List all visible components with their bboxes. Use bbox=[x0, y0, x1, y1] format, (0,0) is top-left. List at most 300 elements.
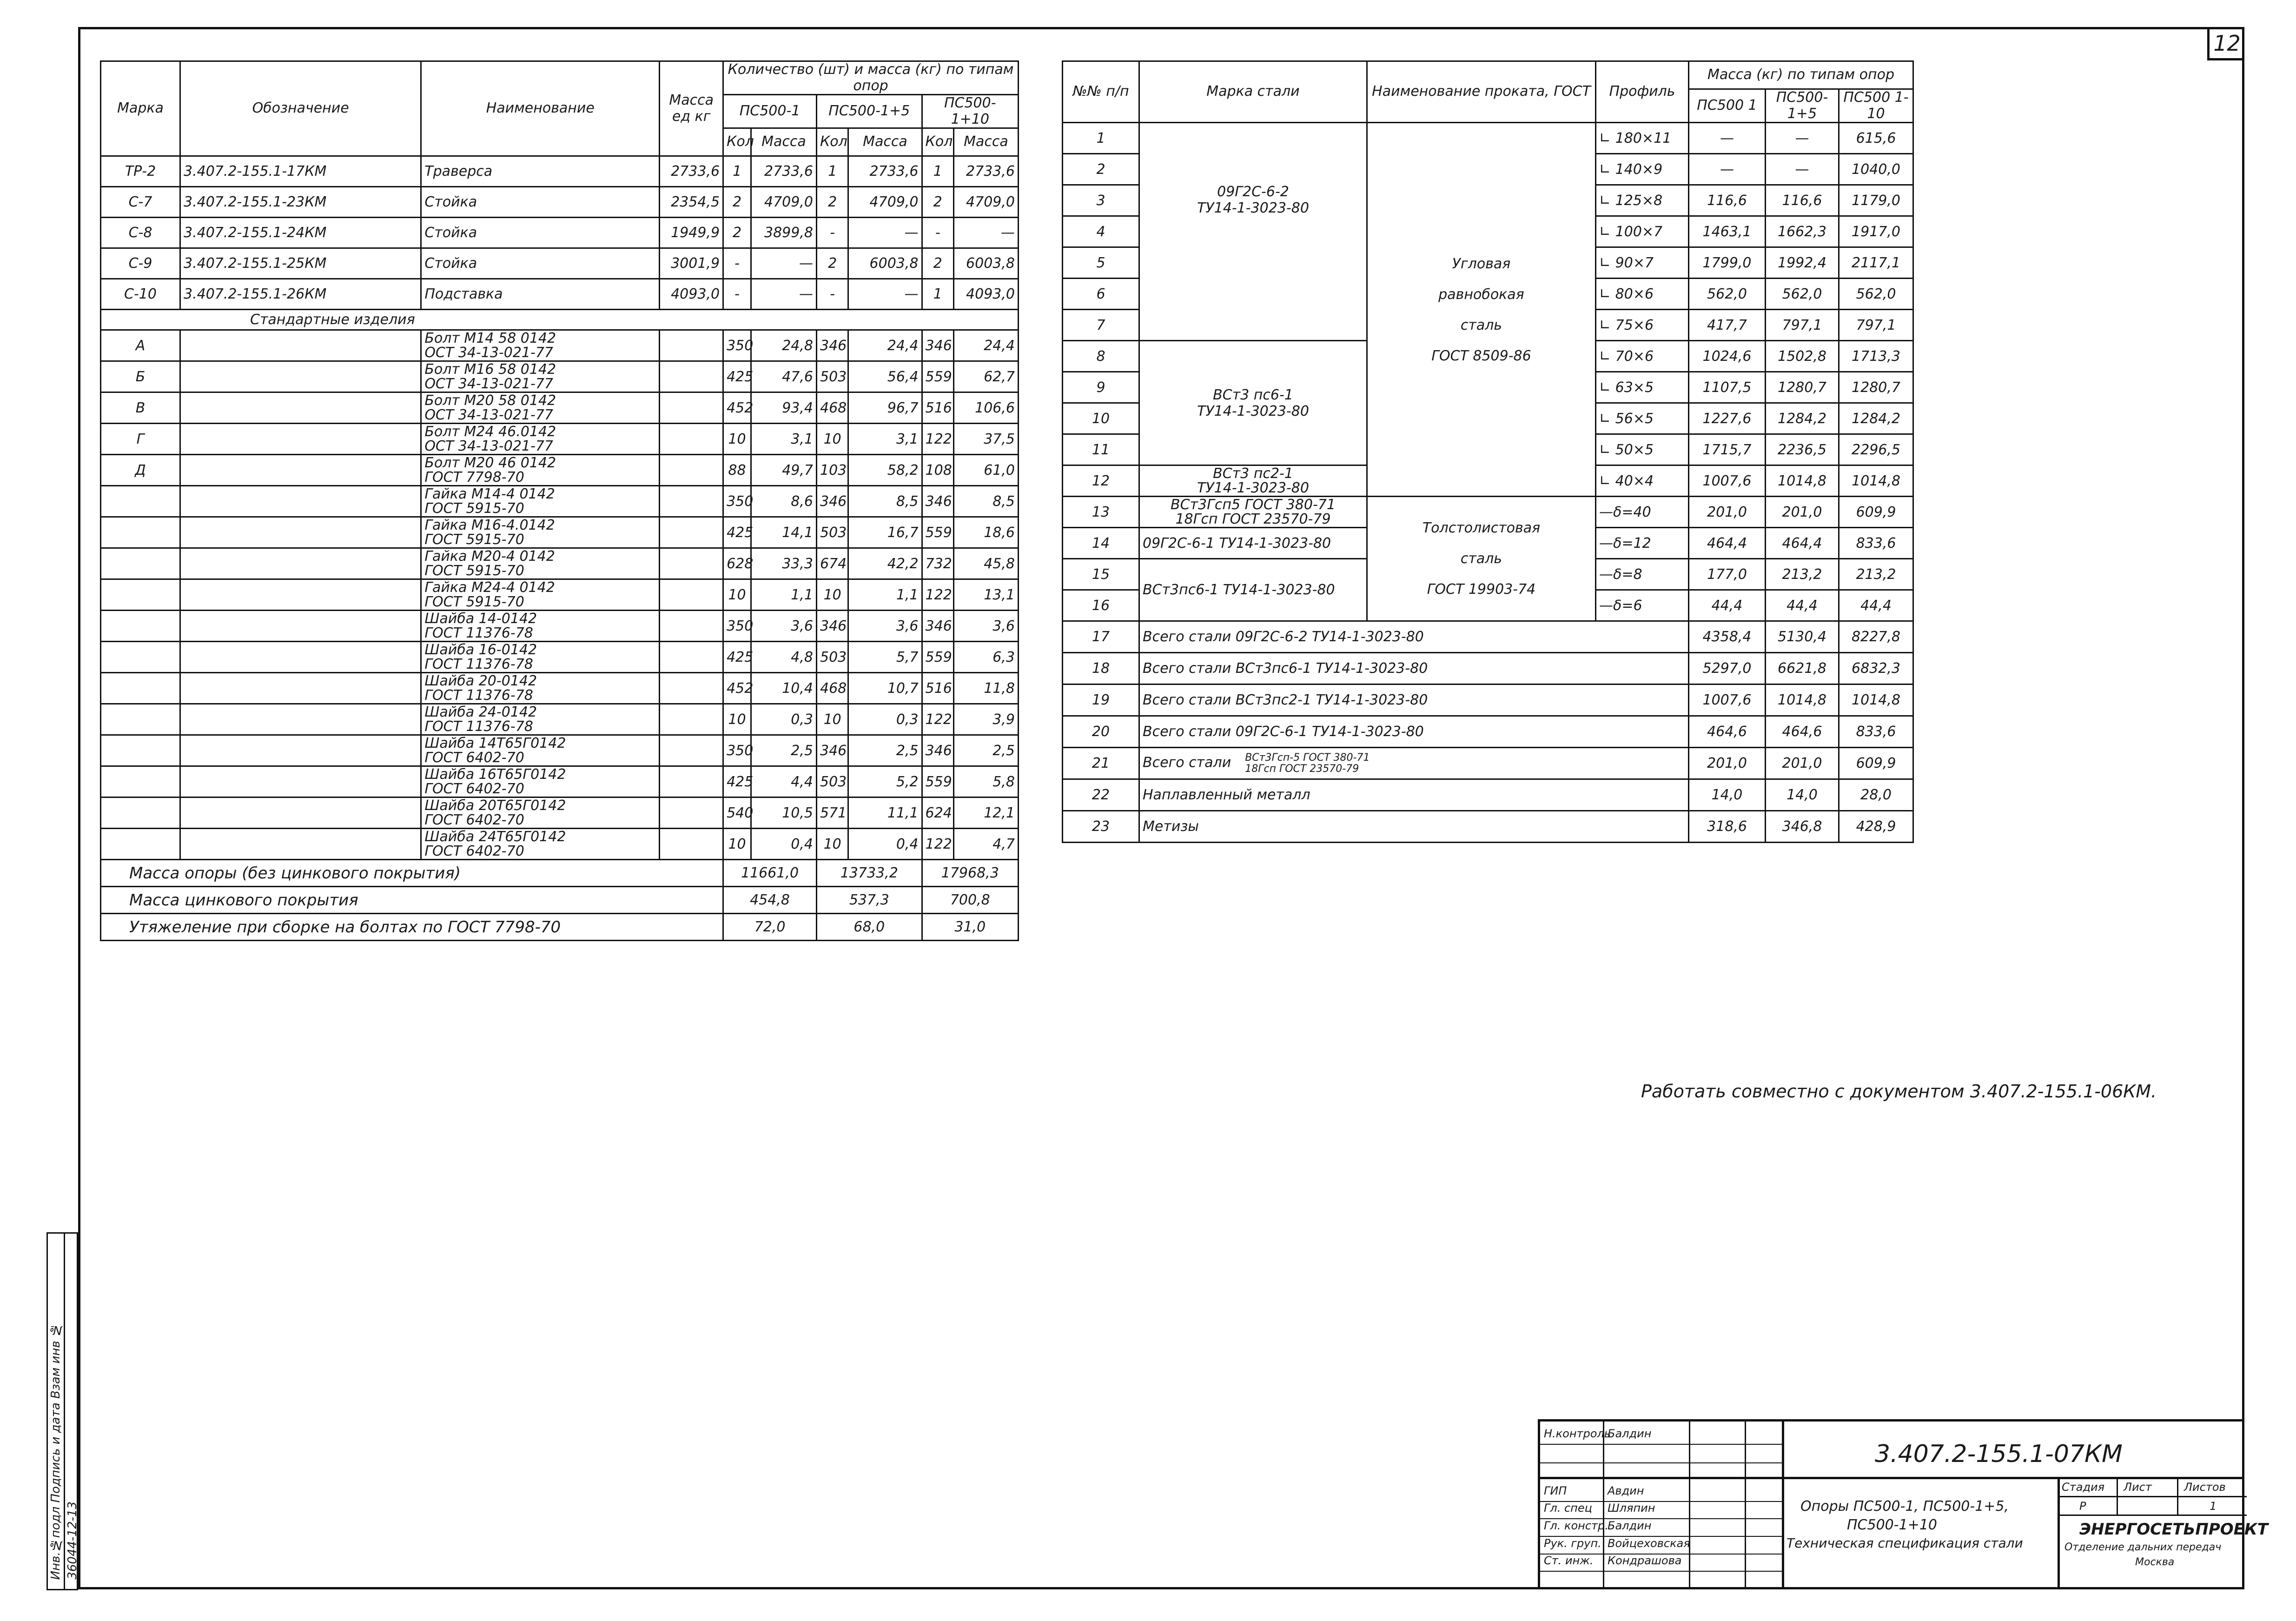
row-massa-ed bbox=[660, 424, 723, 455]
row-name bbox=[421, 611, 660, 642]
row-oboznachenie bbox=[180, 455, 421, 486]
row-profil: ∟ 100×7 bbox=[1596, 216, 1689, 247]
listov-value: 1 bbox=[2210, 1500, 2217, 1513]
listov-label: Листов bbox=[2184, 1481, 2226, 1494]
document-number: 3.407.2-155.1-07КМ bbox=[1875, 1440, 2123, 1468]
row-massa-1: 417,7 bbox=[1689, 310, 1766, 341]
row-massa-3: 8,5 bbox=[953, 486, 1018, 517]
steel-grade-vst3ps6-1-sheet: ВСт3пс6-1 ТУ14-1-3023-80 bbox=[1139, 559, 1367, 621]
components-table bbox=[100, 60, 1019, 941]
row-massa-3: 609,9 bbox=[1839, 497, 1913, 528]
row-massa-2: 464,6 bbox=[1766, 716, 1839, 748]
row-oboznachenie bbox=[180, 392, 421, 424]
row-massa-ed bbox=[660, 330, 723, 361]
row-massa-3: 428,9 bbox=[1839, 811, 1913, 843]
row-marka: В bbox=[101, 392, 180, 424]
list-label: Лист bbox=[2124, 1481, 2152, 1494]
row-number: 14 bbox=[1063, 528, 1139, 559]
row-massa-3: 609,9 bbox=[1839, 748, 1913, 779]
row-kol-2: 346 bbox=[816, 486, 848, 517]
prokat-sheet bbox=[1367, 497, 1596, 621]
row-massa-ed bbox=[660, 392, 723, 424]
summary-label bbox=[1139, 779, 1689, 811]
row-profil: ∟ 40×4 bbox=[1596, 465, 1689, 497]
row-massa-1: 14,0 bbox=[1689, 779, 1766, 811]
row-kol-2: 346 bbox=[816, 330, 848, 361]
row-massa-1: 0,4 bbox=[751, 829, 816, 860]
row-massa-2: 116,6 bbox=[1766, 185, 1839, 216]
row-massa-2: 5130,4 bbox=[1766, 621, 1839, 653]
row-name-line-1: Болт М20 46 0142 bbox=[424, 454, 556, 471]
row-massa-3: 1014,8 bbox=[1839, 465, 1913, 497]
row-number: 21 bbox=[1063, 748, 1139, 779]
total-value-1: 72,0 bbox=[723, 914, 817, 941]
summary-label-text: Метизы bbox=[1143, 818, 1199, 835]
prokat-line: Толстолистовая bbox=[1422, 519, 1541, 536]
row-name-line-1: Шайба 20Т65Г0142 bbox=[424, 797, 566, 814]
row-massa-ed bbox=[660, 704, 723, 735]
row-number: 19 bbox=[1063, 684, 1139, 716]
row-massa-2: 5,2 bbox=[848, 766, 922, 797]
row-kol-3: 516 bbox=[922, 392, 953, 424]
row-name bbox=[421, 797, 660, 829]
row-kol-2: 10 bbox=[816, 579, 848, 611]
row-number: 16 bbox=[1063, 590, 1139, 621]
row-oboznachenie: 3.407.2-155.1-25КМ bbox=[180, 248, 421, 279]
summary-label-text: Всего стали 09Г2С-6-1 ТУ14-1-3023-80 bbox=[1143, 724, 1424, 740]
row-massa-1: 4,8 bbox=[751, 642, 816, 673]
row-massa-2: 3,6 bbox=[848, 611, 922, 642]
row-massa-2: 213,2 bbox=[1766, 559, 1839, 590]
row-name bbox=[421, 424, 660, 455]
row-kol-3: 624 bbox=[922, 797, 953, 829]
stamp-role: Гл. спец bbox=[1544, 1501, 1592, 1515]
row-name bbox=[421, 392, 660, 424]
row-name-line-2: ГОСТ 11376-78 bbox=[424, 718, 533, 735]
std-title-text: Стандартные изделия bbox=[250, 312, 415, 328]
prokat-line: Угловая bbox=[1452, 256, 1511, 272]
row-kol-3: 732 bbox=[922, 548, 953, 579]
row-massa-2: 0,3 bbox=[848, 704, 922, 735]
row-oboznachenie bbox=[180, 579, 421, 611]
row-massa-2: 562,0 bbox=[1766, 279, 1839, 310]
row-marka: А bbox=[101, 330, 180, 361]
row-massa-3: 106,6 bbox=[953, 392, 1018, 424]
row-kol-1: 540 bbox=[723, 797, 751, 829]
table-row bbox=[1063, 497, 1913, 528]
row-name-line-2: ГОСТ 7798-70 bbox=[424, 469, 524, 485]
row-name bbox=[421, 330, 660, 361]
summary-row bbox=[1063, 748, 1913, 779]
row-name: Стойка bbox=[421, 248, 660, 279]
prokat-line: сталь bbox=[1460, 317, 1502, 333]
row-massa-3: 62,7 bbox=[953, 361, 1018, 392]
summary-row bbox=[1063, 716, 1913, 748]
summary-label bbox=[1139, 621, 1689, 653]
row-kol-2: 503 bbox=[816, 517, 848, 548]
row-kol-2: 103 bbox=[816, 455, 848, 486]
header-massa-title: Масса (кг) по типам опор bbox=[1689, 61, 1913, 89]
header-massa: Масса bbox=[953, 128, 1018, 156]
row-name-line-2: ОСТ 34-13-021-77 bbox=[424, 345, 553, 361]
summary-label-text: Наплавленный металл bbox=[1143, 787, 1310, 803]
row-massa-2: 1014,8 bbox=[1766, 465, 1839, 497]
row-number: 18 bbox=[1063, 653, 1139, 684]
header-type-1: ПС500-1 bbox=[723, 95, 817, 128]
row-massa-3: 5,8 bbox=[953, 766, 1018, 797]
row-kol-1: 350 bbox=[723, 330, 751, 361]
table-row bbox=[101, 766, 1019, 797]
row-number: 6 bbox=[1063, 279, 1139, 310]
row-name: Стойка bbox=[421, 187, 660, 218]
row-kol-3: 1 bbox=[922, 279, 953, 310]
table-row bbox=[101, 797, 1019, 829]
row-name-line-2: ГОСТ 5915-70 bbox=[424, 563, 524, 579]
steel-grade-vst3ps2-1 bbox=[1139, 465, 1367, 497]
row-name-line-1: Шайба 16-0142 bbox=[424, 641, 537, 658]
row-name bbox=[421, 361, 660, 392]
row-profil: ∟ 50×5 bbox=[1596, 434, 1689, 465]
stamp-role: Н.контроль bbox=[1544, 1427, 1611, 1440]
row-profil: ∟ 56×5 bbox=[1596, 403, 1689, 434]
summary-label-line: 18Гсп ГОСТ 23570-79 bbox=[1245, 763, 1359, 775]
steel-grade-vst3gsp5 bbox=[1139, 497, 1367, 528]
row-kol-2: 571 bbox=[816, 797, 848, 829]
row-oboznachenie bbox=[180, 330, 421, 361]
stamp-role: ГИП bbox=[1544, 1484, 1567, 1497]
prokat-line: сталь bbox=[1460, 550, 1502, 567]
row-kol-3: 122 bbox=[922, 829, 953, 860]
row-massa-1: 10,5 bbox=[751, 797, 816, 829]
row-name-line-2: ОСТ 34-13-021-77 bbox=[424, 438, 553, 454]
row-massa-2: 1284,2 bbox=[1766, 403, 1839, 434]
row-massa-2: 1992,4 bbox=[1766, 247, 1839, 279]
row-massa-1: 33,3 bbox=[751, 548, 816, 579]
row-massa-1: 0,3 bbox=[751, 704, 816, 735]
row-massa-2: 1,1 bbox=[848, 579, 922, 611]
city: Москва bbox=[2135, 1556, 2175, 1568]
summary-row bbox=[1063, 779, 1913, 811]
table-row bbox=[101, 248, 1019, 279]
row-kol-1: 425 bbox=[723, 642, 751, 673]
row-massa-3: 24,4 bbox=[953, 330, 1018, 361]
row-massa-2: 3,1 bbox=[848, 424, 922, 455]
header-kol: Кол bbox=[723, 128, 751, 156]
row-kol-3: 108 bbox=[922, 455, 953, 486]
row-massa-2: 464,4 bbox=[1766, 528, 1839, 559]
table-row bbox=[101, 829, 1019, 860]
row-massa-1: 93,4 bbox=[751, 392, 816, 424]
row-name bbox=[421, 642, 660, 673]
steel-grade-09g2s-6-1: 09Г2С-6-1 ТУ14-1-3023-80 bbox=[1139, 528, 1367, 559]
row-massa-2: 96,7 bbox=[848, 392, 922, 424]
row-massa-3: 1040,0 bbox=[1839, 154, 1913, 185]
table-row bbox=[1063, 123, 1913, 154]
row-oboznachenie bbox=[180, 829, 421, 860]
row-marka bbox=[101, 704, 180, 735]
total-value-1: 11661,0 bbox=[723, 860, 817, 887]
header-nn: №№ п/п bbox=[1063, 61, 1139, 123]
summary-label-text: Всего стали bbox=[1143, 755, 1231, 771]
summary-label-extra bbox=[1245, 752, 1370, 774]
row-kol-1: - bbox=[723, 248, 751, 279]
row-massa-1: — bbox=[1689, 154, 1766, 185]
row-profil: ∟ 80×6 bbox=[1596, 279, 1689, 310]
row-massa-1: 177,0 bbox=[1689, 559, 1766, 590]
row-kol-3: 346 bbox=[922, 735, 953, 766]
row-name bbox=[421, 673, 660, 704]
row-massa-3: 18,6 bbox=[953, 517, 1018, 548]
row-massa-ed bbox=[660, 517, 723, 548]
row-massa-3: 6,3 bbox=[953, 642, 1018, 673]
row-profil: ∟ 90×7 bbox=[1596, 247, 1689, 279]
row-massa-1: 201,0 bbox=[1689, 748, 1766, 779]
steel-grade-line: ТУ14-1-3023-80 bbox=[1197, 200, 1309, 216]
row-marka bbox=[101, 797, 180, 829]
row-profil: ∟ 180×11 bbox=[1596, 123, 1689, 154]
row-kol-2: 10 bbox=[816, 424, 848, 455]
table-row bbox=[101, 424, 1019, 455]
row-massa-3: 13,1 bbox=[953, 579, 1018, 611]
stadiya-label: Стадия bbox=[2062, 1481, 2105, 1494]
header-profil: Профиль bbox=[1596, 61, 1689, 123]
row-name bbox=[421, 704, 660, 735]
row-profil: —δ=6 bbox=[1596, 590, 1689, 621]
row-name-line-2: ГОСТ 5915-70 bbox=[424, 594, 524, 610]
steel-grade-line: ВСт3 пс6-1 bbox=[1213, 386, 1293, 403]
header-kol: Кол bbox=[922, 128, 953, 156]
row-massa-3: 833,6 bbox=[1839, 528, 1913, 559]
row-massa-2: 2,5 bbox=[848, 735, 922, 766]
table-row bbox=[101, 517, 1019, 548]
row-massa-1: 1715,7 bbox=[1689, 434, 1766, 465]
row-massa-2: — bbox=[1766, 154, 1839, 185]
stamp-row-line bbox=[1540, 1571, 1782, 1572]
header-oboznachenie: Обозначение bbox=[180, 61, 421, 156]
row-marka: С-10 bbox=[101, 279, 180, 310]
row-kol-1: 10 bbox=[723, 829, 751, 860]
row-kol-2: 503 bbox=[816, 642, 848, 673]
row-massa-3: 833,6 bbox=[1839, 716, 1913, 748]
row-name-line-2: ГОСТ 6402-70 bbox=[424, 812, 524, 828]
summary-row bbox=[1063, 653, 1913, 684]
row-massa-1: 5297,0 bbox=[1689, 653, 1766, 684]
row-massa-3: 2,5 bbox=[953, 735, 1018, 766]
stamp-name: Балдин bbox=[1608, 1427, 1652, 1440]
row-massa-1: 10,4 bbox=[751, 673, 816, 704]
row-massa-3: 11,8 bbox=[953, 673, 1018, 704]
row-kol-1: 10 bbox=[723, 579, 751, 611]
row-marka bbox=[101, 486, 180, 517]
row-kol-3: 2 bbox=[922, 187, 953, 218]
row-massa-3: 44,4 bbox=[1839, 590, 1913, 621]
row-massa-1: 4358,4 bbox=[1689, 621, 1766, 653]
steel-grade-line: ТУ14-1-3023-80 bbox=[1197, 480, 1309, 496]
row-name-line-2: ГОСТ 11376-78 bbox=[424, 687, 533, 704]
row-name-line-2: ГОСТ 6402-70 bbox=[424, 843, 524, 859]
row-massa-3: 1280,7 bbox=[1839, 372, 1913, 403]
row-profil: —δ=12 bbox=[1596, 528, 1689, 559]
side-stamp bbox=[46, 1232, 78, 1590]
row-name-line-2: ГОСТ 5915-70 bbox=[424, 500, 524, 517]
row-massa-ed bbox=[660, 797, 723, 829]
row-massa-ed bbox=[660, 548, 723, 579]
row-massa-2: 24,4 bbox=[848, 330, 922, 361]
row-massa-2: 42,2 bbox=[848, 548, 922, 579]
header-type-3: ПС500 1-10 bbox=[1839, 89, 1913, 123]
row-kol-1: 1 bbox=[723, 156, 751, 187]
row-oboznachenie bbox=[180, 548, 421, 579]
row-massa-2: 56,4 bbox=[848, 361, 922, 392]
row-kol-2: 503 bbox=[816, 361, 848, 392]
row-massa-1: 116,6 bbox=[1689, 185, 1766, 216]
row-kol-2: 346 bbox=[816, 611, 848, 642]
row-oboznachenie bbox=[180, 673, 421, 704]
row-kol-3: 122 bbox=[922, 424, 953, 455]
row-number: 3 bbox=[1063, 185, 1139, 216]
header-marka-stali: Марка стали bbox=[1139, 61, 1367, 123]
row-massa-3: 615,6 bbox=[1839, 123, 1913, 154]
row-massa-2: 58,2 bbox=[848, 455, 922, 486]
row-massa-2: 5,7 bbox=[848, 642, 922, 673]
row-massa-3: 4093,0 bbox=[953, 279, 1018, 310]
organization: ЭНЕРГОСЕТЬПРОЕКТ bbox=[2079, 1520, 2268, 1539]
row-marka bbox=[101, 611, 180, 642]
header-massa-ed: Масса ед кг bbox=[660, 61, 723, 156]
row-name-line-1: Болт М20 58 0142 bbox=[424, 392, 556, 409]
row-oboznachenie bbox=[180, 424, 421, 455]
row-kol-1: 452 bbox=[723, 392, 751, 424]
row-marka: Д bbox=[101, 455, 180, 486]
title-line-3: Техническая спецификация стали bbox=[1787, 1535, 2023, 1551]
row-massa-ed bbox=[660, 642, 723, 673]
stamp-role: Гл. констр. bbox=[1544, 1519, 1608, 1532]
row-kol-1: 350 bbox=[723, 611, 751, 642]
table-row bbox=[101, 187, 1019, 218]
row-name: Подставка bbox=[421, 279, 660, 310]
row-massa-2: 1014,8 bbox=[1766, 684, 1839, 716]
row-massa-ed: 4093,0 bbox=[660, 279, 723, 310]
row-oboznachenie bbox=[180, 704, 421, 735]
row-number: 22 bbox=[1063, 779, 1139, 811]
row-kol-3: 346 bbox=[922, 486, 953, 517]
row-massa-2: 2733,6 bbox=[848, 156, 922, 187]
header-naimenovanie: Наименование bbox=[421, 61, 660, 156]
row-number: 17 bbox=[1063, 621, 1139, 653]
row-massa-3: 1179,0 bbox=[1839, 185, 1913, 216]
row-massa-3: 1284,2 bbox=[1839, 403, 1913, 434]
row-massa-1: 44,4 bbox=[1689, 590, 1766, 621]
row-kol-3: 559 bbox=[922, 766, 953, 797]
row-name-line-1: Шайба 14-0142 bbox=[424, 610, 537, 627]
row-marka bbox=[101, 766, 180, 797]
row-number: 1 bbox=[1063, 123, 1139, 154]
row-number: 2 bbox=[1063, 154, 1139, 185]
row-massa-1: — bbox=[1689, 123, 1766, 154]
row-kol-1: 425 bbox=[723, 361, 751, 392]
row-massa-2: 6621,8 bbox=[1766, 653, 1839, 684]
row-number: 13 bbox=[1063, 497, 1139, 528]
row-massa-2: 346,8 bbox=[1766, 811, 1839, 843]
row-massa-ed bbox=[660, 361, 723, 392]
row-massa-ed bbox=[660, 673, 723, 704]
summary-label-text: Всего стали 09Г2С-6-2 ТУ14-1-3023-80 bbox=[1143, 629, 1424, 645]
row-profil: —δ=8 bbox=[1596, 559, 1689, 590]
row-kol-1: - bbox=[723, 279, 751, 310]
total-value-3: 31,0 bbox=[922, 914, 1018, 941]
row-profil: ∟ 140×9 bbox=[1596, 154, 1689, 185]
row-massa-3: 213,2 bbox=[1839, 559, 1913, 590]
row-massa-1: 464,6 bbox=[1689, 716, 1766, 748]
prokat-line: ГОСТ 8509-86 bbox=[1431, 348, 1531, 364]
row-name-line-1: Гайка М16-4.0142 bbox=[424, 517, 555, 533]
row-massa-1: 24,8 bbox=[751, 330, 816, 361]
row-name bbox=[421, 548, 660, 579]
row-oboznachenie: 3.407.2-155.1-23КМ bbox=[180, 187, 421, 218]
row-name-line-1: Шайба 14Т65Г0142 bbox=[424, 735, 566, 751]
header-massa: Масса bbox=[751, 128, 816, 156]
row-massa-1: 49,7 bbox=[751, 455, 816, 486]
steel-grade-line: 09Г2С-6-2 bbox=[1217, 184, 1289, 200]
summary-label-line: ВСт3Гсп-5 ГОСТ 380-71 bbox=[1245, 752, 1370, 764]
row-number: 7 bbox=[1063, 310, 1139, 341]
row-massa-3: 3,9 bbox=[953, 704, 1018, 735]
row-number: 20 bbox=[1063, 716, 1139, 748]
header-naim-prokata: Наименование проката, ГОСТ bbox=[1367, 61, 1596, 123]
row-massa-3: 797,1 bbox=[1839, 310, 1913, 341]
row-name-line-2: ГОСТ 6402-70 bbox=[424, 750, 524, 766]
table-row bbox=[101, 330, 1019, 361]
total-value-1: 454,8 bbox=[723, 887, 817, 914]
row-name-line-2: ОСТ 34-13-021-77 bbox=[424, 376, 553, 392]
row-profil: ∟ 75×6 bbox=[1596, 310, 1689, 341]
row-massa-3: 6003,8 bbox=[953, 248, 1018, 279]
row-massa-2: 11,1 bbox=[848, 797, 922, 829]
std-title bbox=[101, 310, 1019, 330]
summary-label bbox=[1139, 716, 1689, 748]
row-massa-2: — bbox=[1766, 123, 1839, 154]
stamp-name: Шляпин bbox=[1608, 1501, 1655, 1515]
row-profil: —δ=40 bbox=[1596, 497, 1689, 528]
row-massa-ed bbox=[660, 829, 723, 860]
summary-label bbox=[1139, 748, 1689, 779]
row-massa-1: 2,5 bbox=[751, 735, 816, 766]
row-massa-3: 4,7 bbox=[953, 829, 1018, 860]
table-row bbox=[101, 218, 1019, 248]
row-massa-2: 1502,8 bbox=[1766, 341, 1839, 372]
row-name bbox=[421, 517, 660, 548]
row-massa-2: — bbox=[848, 279, 922, 310]
row-massa-ed: 2354,5 bbox=[660, 187, 723, 218]
row-name-line-2: ГОСТ 5915-70 bbox=[424, 531, 524, 548]
department: Отделение дальних передач bbox=[2064, 1541, 2222, 1553]
table-row bbox=[101, 548, 1019, 579]
title-line-2: ПС500-1+10 bbox=[1847, 1517, 1937, 1533]
row-name bbox=[421, 486, 660, 517]
row-kol-1: 425 bbox=[723, 766, 751, 797]
header-type-2: ПС500-1+5 bbox=[816, 95, 922, 128]
row-name-line-2: ОСТ 34-13-021-77 bbox=[424, 407, 553, 423]
row-massa-3: 4709,0 bbox=[953, 187, 1018, 218]
steel-grade-line: 18Гсп ГОСТ 23570-79 bbox=[1175, 511, 1331, 527]
row-oboznachenie bbox=[180, 797, 421, 829]
row-massa-2: 4709,0 bbox=[848, 187, 922, 218]
row-massa-1: 8,6 bbox=[751, 486, 816, 517]
prokat-line: ГОСТ 19903-74 bbox=[1427, 581, 1536, 598]
row-marka: ТР-2 bbox=[101, 156, 180, 187]
row-massa-1: 1463,1 bbox=[1689, 216, 1766, 247]
title-block bbox=[1538, 1419, 2268, 1589]
